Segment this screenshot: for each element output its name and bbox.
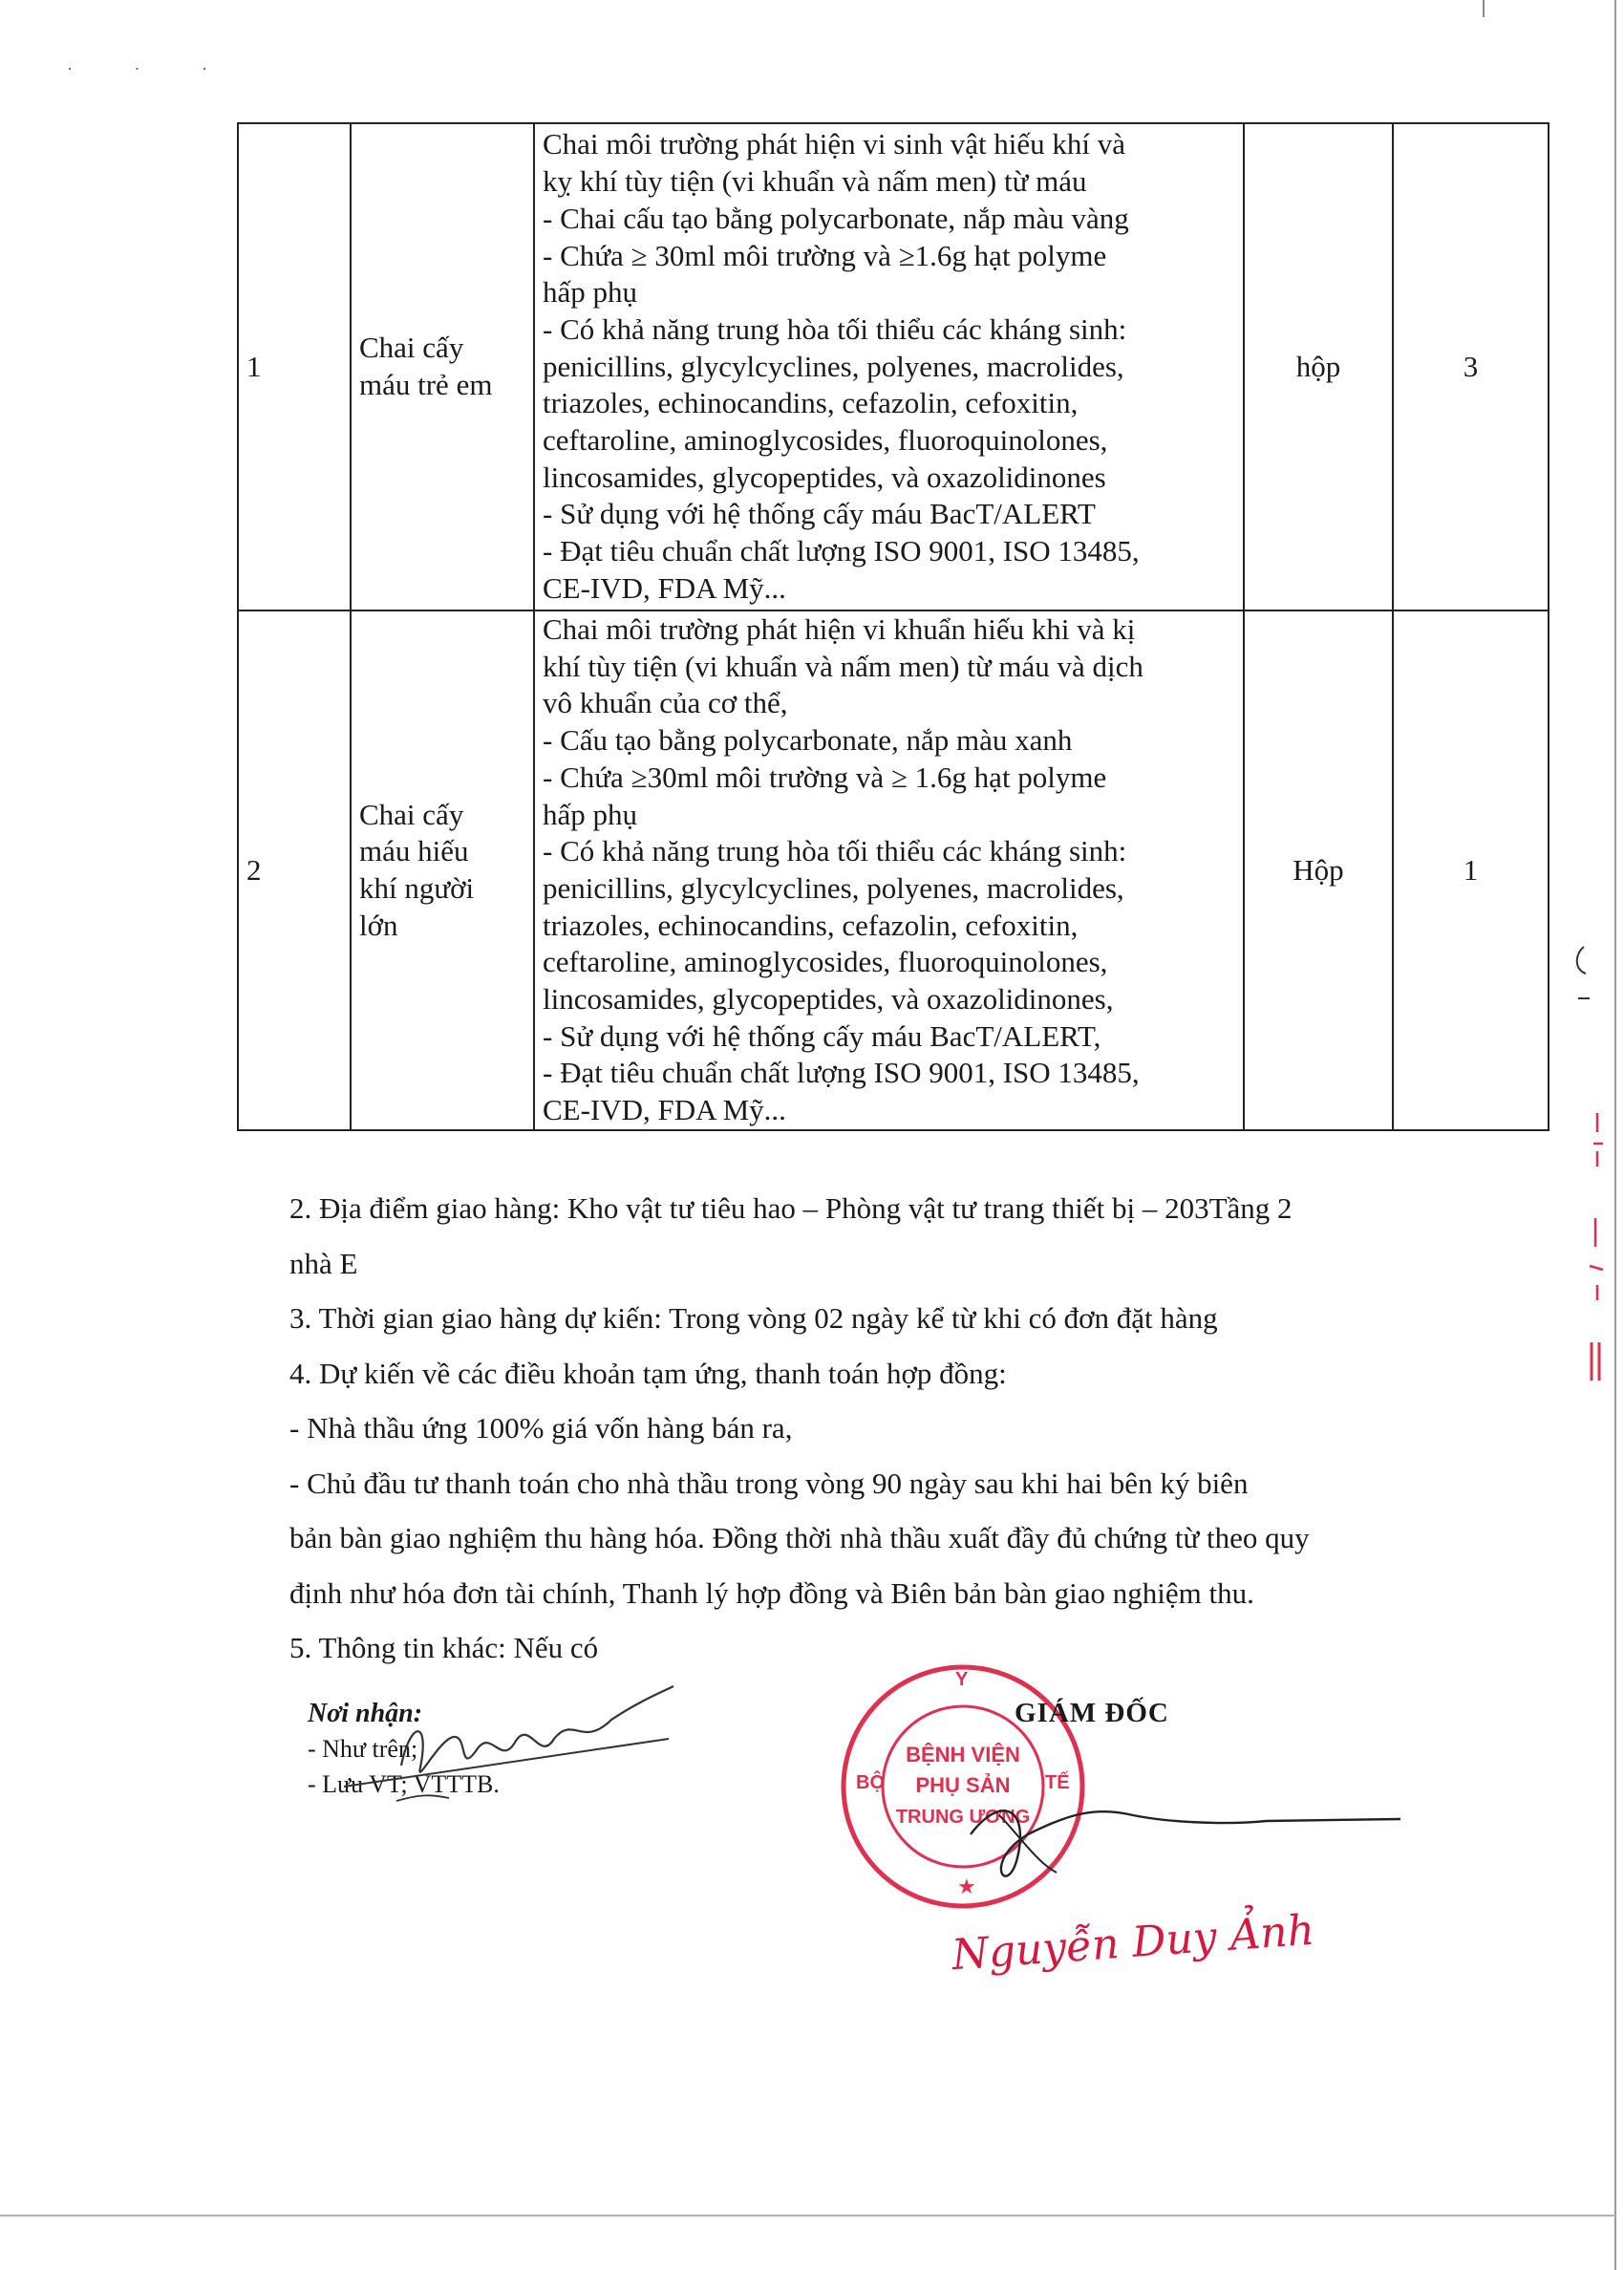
description-line: ceftaroline, aminoglycosides, fluoroquinolones, [543, 423, 1108, 458]
payment-term-line: - Nhà thầu ứng 100% giá vốn hàng bán ra, [289, 1411, 793, 1445]
item-name-line: Chai cấy [359, 797, 464, 831]
seal-line-2: PHỤ SẢN [915, 1773, 1011, 1797]
other-info: 5. Thông tin khác: Nếu có [289, 1631, 599, 1664]
description-line: - Sử dụng với hệ thống cấy máu BacT/ALERT [543, 497, 1096, 531]
description-line: - Chứa ≥30ml môi trường và ≥ 1.6g hạt polyme [543, 760, 1107, 794]
payment-term-line: bản bàn giao nghiệm thu hàng hóa. Đồng thời nhà thầu xuất đầy đủ chứng từ theo quy [289, 1521, 1310, 1554]
item-name-line: Chai cấy [359, 331, 464, 365]
description-line: triazoles, echinocandins, cefazolin, cefoxitin, [543, 386, 1079, 420]
scan-specks: · · · [67, 59, 236, 78]
director-title: GIÁM ĐỐC [1015, 1698, 1169, 1728]
scan-page-edge-bottom [0, 2215, 1616, 2216]
signer-name: Nguyễn Duy Ảnh [950, 1905, 1316, 1981]
description-line: vô khuẩn của cơ thể, [543, 686, 788, 720]
table-row [238, 123, 1549, 610]
description-line: - Đạt tiêu chuẩn chất lượng ISO 9001, ISO 13485, [543, 534, 1140, 568]
description-line: - Đạt tiêu chuẩn chất lượng ISO 9001, ISO 13485, [543, 1056, 1140, 1090]
description-line: hấp phụ [543, 797, 638, 831]
scan-page-edge-top [0, 0, 1485, 17]
seal-ring-text-right: TẾ [1045, 1772, 1070, 1793]
seal-star-icon: ★ [957, 1875, 976, 1899]
director-signature [942, 1777, 1420, 1920]
item-name-line: máu trẻ em [359, 368, 493, 401]
description-line: Chai môi trường phát hiện vi khuẩn hiếu khi và kị [543, 612, 1136, 646]
recipient-line: - Như trên; [308, 1735, 418, 1763]
items-table [237, 122, 1549, 1131]
recipient-line: - Lưu VT; VTTTB. [308, 1770, 500, 1798]
delivery-time: 3. Thời gian giao hàng dự kiến: Trong vòng 02 ngày kể từ khi có đơn đặt hàng [289, 1301, 1218, 1335]
item-name-line: lớn [359, 908, 398, 942]
item-description [534, 123, 1244, 610]
description-line: penicillins, glycylcyclines, polyenes, macrolides, [543, 349, 1124, 383]
recipients-title: Nơi nhận: [308, 1699, 423, 1728]
margin-handwriting [1557, 941, 1614, 1400]
description-line: penicillins, glycylcyclines, polyenes, macrolides, [543, 870, 1124, 905]
description-line: ceftaroline, aminoglycosides, fluoroquinolones, [543, 945, 1108, 979]
description-line: - Chứa ≥ 30ml môi trường và ≥1.6g hạt polyme [543, 238, 1107, 272]
payment-term-line: - Chủ đầu tư thanh toán cho nhà thầu trong vòng 90 ngày sau khi hai bên ký biên [289, 1466, 1249, 1500]
description-line: khí tùy tiện (vi khuẩn và nấm men) từ máu và dịch [543, 649, 1143, 683]
seal-ring-text-left: BỘ [856, 1772, 885, 1793]
item-quantity: 1 [1393, 610, 1549, 1130]
row-number: 1 [238, 123, 351, 610]
item-quantity: 3 [1393, 123, 1549, 610]
table-row [238, 610, 1549, 1130]
scan-page-edge-right [1614, 0, 1616, 2270]
description-line: lincosamides, glycopeptides, và oxazolidinones [543, 460, 1106, 494]
description-line: CE-IVD, FDA Mỹ... [543, 570, 786, 605]
description-line: - Chai cấu tạo bằng polycarbonate, nắp màu vàng [543, 201, 1129, 235]
seal-ring-text-top: Y [955, 1669, 969, 1690]
description-line: lincosamides, glycopeptides, và oxazolidinones, [543, 982, 1114, 1017]
description-line: - Có khả năng trung hòa tối thiểu các kháng sinh: [543, 834, 1127, 868]
terms-section [289, 1181, 1450, 1676]
description-line: CE-IVD, FDA Mỹ... [543, 1093, 786, 1127]
seal-line-3: TRUNG ƯƠNG [895, 1807, 1031, 1828]
item-name [351, 610, 534, 1130]
item-name [351, 123, 534, 610]
payment-term-line: định như hóa đơn tài chính, Thanh lý hợp đồng và Biên bản bàn giao nghiệm thu. [289, 1575, 1254, 1610]
delivery-location-line: nhà E [289, 1246, 358, 1280]
description-line: - Có khả năng trung hòa tối thiểu các kháng sinh: [543, 311, 1127, 346]
item-name-line: máu hiếu [359, 834, 469, 868]
payment-terms-heading: 4. Dự kiến về các điều khoản tạm ứng, thanh toán hợp đồng: [289, 1356, 1007, 1390]
item-unit: hộp [1244, 123, 1393, 610]
seal-line-1: BỆNH VIỆN [906, 1743, 1020, 1767]
description-line: kỵ khí tùy tiện (vi khuẩn và nấm men) từ máu [543, 164, 1087, 199]
description-line: - Cấu tạo bằng polycarbonate, nắp màu xanh [543, 723, 1073, 758]
description-line: Chai môi trường phát hiện vi sinh vật hiếu khí và [543, 127, 1126, 161]
description-line: - Sử dụng với hệ thống cấy máu BacT/ALERT, [543, 1018, 1101, 1053]
item-unit: Hộp [1244, 610, 1393, 1130]
delivery-location-line: 2. Địa điểm giao hàng: Kho vật tư tiêu hao – Phòng vật tư trang thiết bị – 203Tầng 2 [289, 1191, 1293, 1225]
row-number: 2 [238, 610, 351, 1130]
item-name-line: khí người [359, 870, 475, 905]
recipient-signature [287, 1681, 688, 1815]
description-line: triazoles, echinocandins, cefazolin, cefoxitin, [543, 908, 1079, 942]
item-description [534, 610, 1244, 1130]
description-line: hấp phụ [543, 275, 638, 310]
